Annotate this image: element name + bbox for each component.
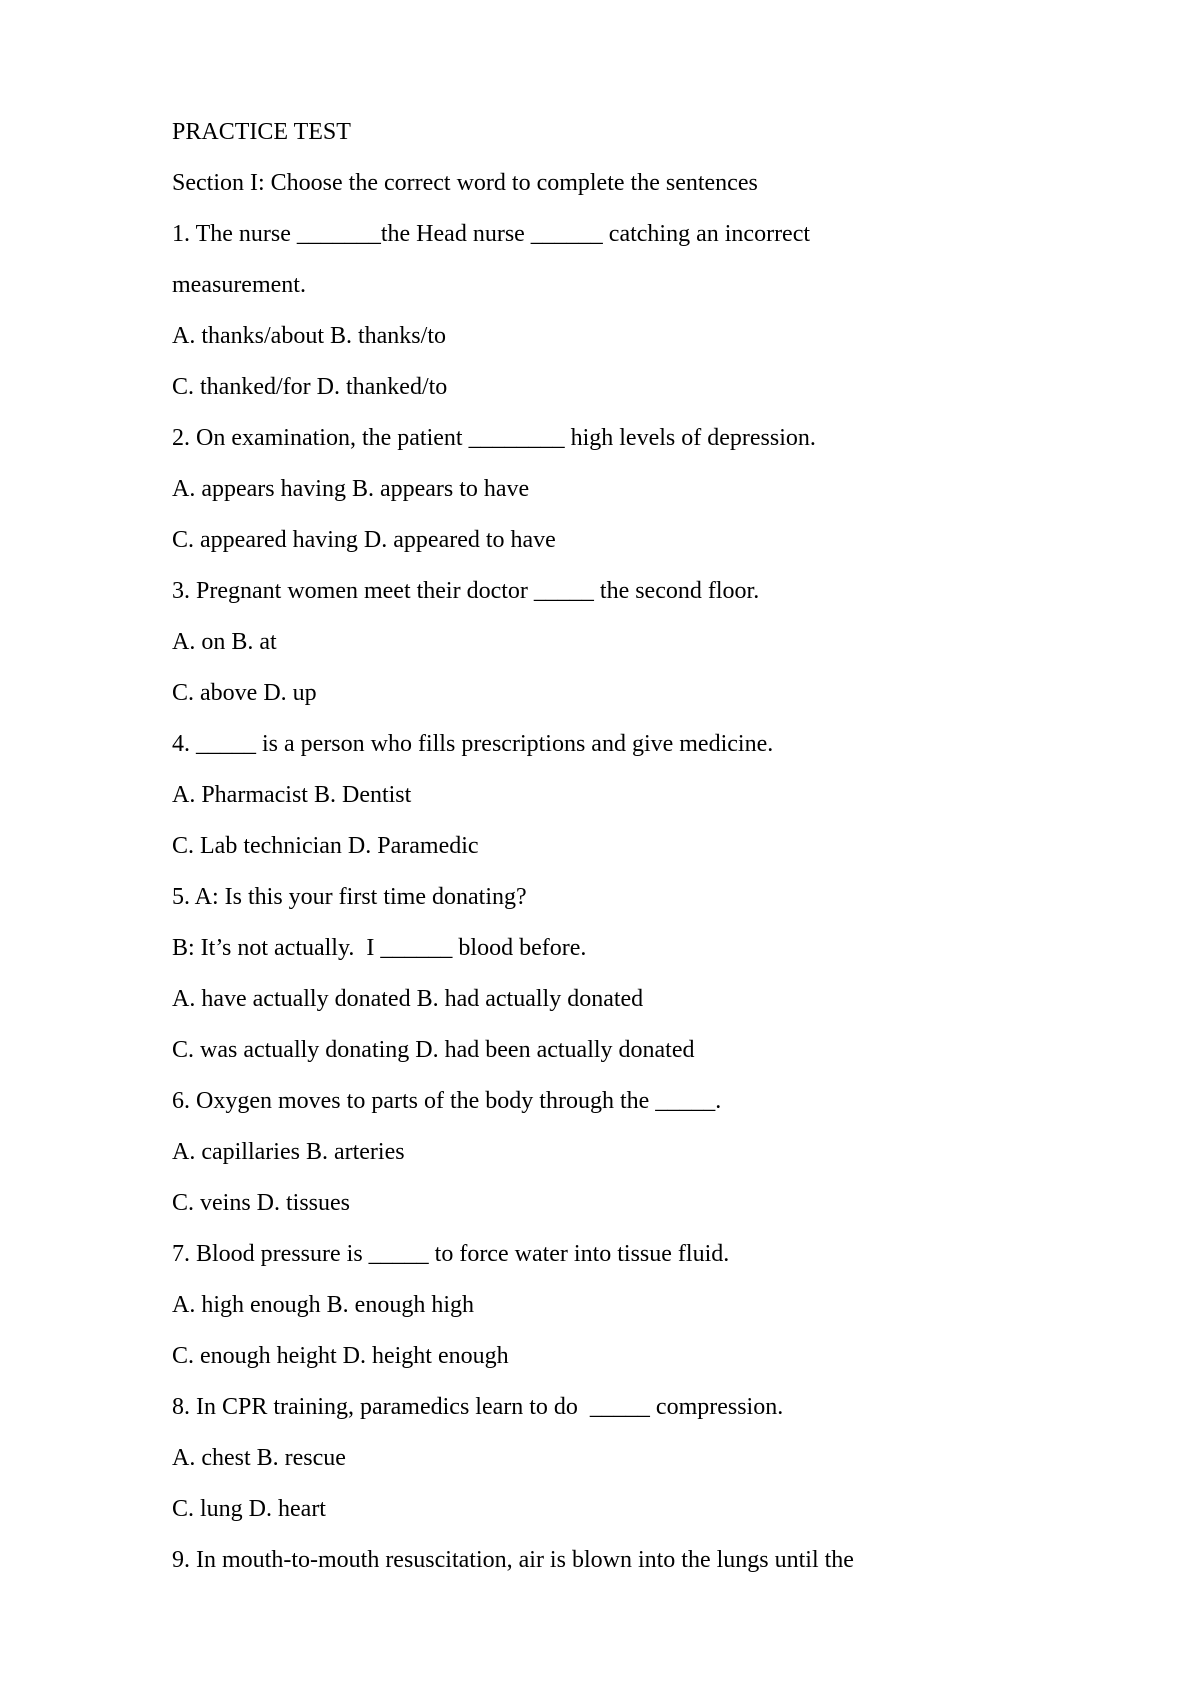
question-6-options-cd: C. veins D. tissues [172,1190,351,1216]
question-9-stem: 9. In mouth-to-mouth resuscitation, air is blown into the lungs until the [172,1547,854,1573]
question-1-stem: 1. The nurse _______the Head nurse ______ catching an incorrect [172,221,811,247]
question-2-stem: 2. On examination, the patient ________ high levels of depression. [172,425,816,451]
question-2-options-cd: C. appeared having D. appeared to have [172,527,556,553]
question-8-stem: 8. In CPR training, paramedics learn to do _____ compression. [172,1394,784,1420]
question-5-options-cd: C. was actually donating D. had been actually donated [172,1037,695,1063]
question-5-stem: 5. A: Is this your first time donating? [172,884,527,910]
question-5-stem-continued: B: It’s not actually. I ______ blood before. [172,935,587,961]
question-3-options-ab: A. on B. at [172,629,277,655]
question-1-options-ab: A. thanks/about B. thanks/to [172,323,446,349]
section-heading: Section I: Choose the correct word to complete the sentences [172,170,758,196]
question-6-options-ab: A. capillaries B. arteries [172,1139,405,1165]
question-8-options-cd: C. lung D. heart [172,1496,326,1522]
question-1-stem-continued: measurement. [172,272,306,298]
question-1-options-cd: C. thanked/for D. thanked/to [172,374,448,400]
question-8-options-ab: A. chest B. rescue [172,1445,346,1471]
question-3-stem: 3. Pregnant women meet their doctor _____ the second floor. [172,578,760,604]
question-5-options-ab: A. have actually donated B. had actually donated [172,986,644,1012]
question-2-options-ab: A. appears having B. appears to have [172,476,530,502]
question-4-options-ab: A. Pharmacist B. Dentist [172,782,412,808]
question-7-stem: 7. Blood pressure is _____ to force water into tissue fluid. [172,1241,730,1267]
question-3-options-cd: C. above D. up [172,680,317,706]
question-4-options-cd: C. Lab technician D. Paramedic [172,833,479,859]
question-4-stem: 4. _____ is a person who fills prescriptions and give medicine. [172,731,774,757]
question-7-options-ab: A. high enough B. enough high [172,1292,474,1318]
document-title: PRACTICE TEST [172,119,351,145]
question-6-stem: 6. Oxygen moves to parts of the body through the _____. [172,1088,722,1114]
question-7-options-cd: C. enough height D. height enough [172,1343,509,1369]
